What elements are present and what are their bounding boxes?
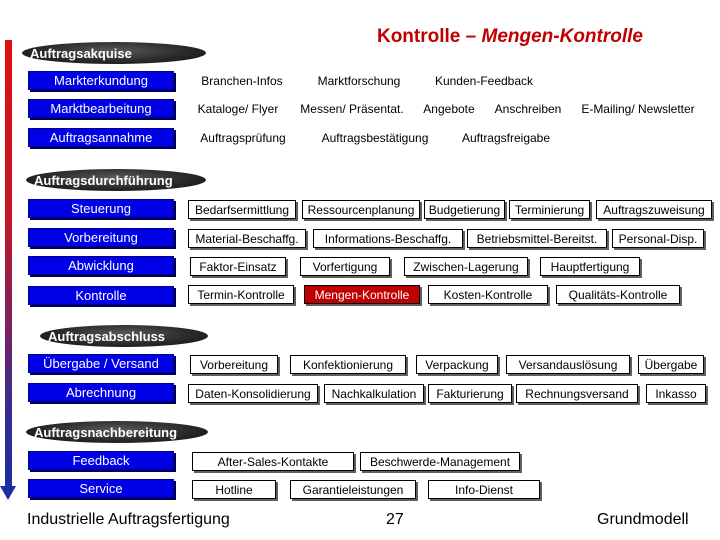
task-rechnungsversand: Rechnungsversand — [516, 384, 638, 403]
task-after-sales-kontakte: After-Sales-Kontakte — [192, 452, 354, 471]
phase-markterkundung: Markterkundung — [28, 71, 174, 90]
title-main: Kontrolle – — [376, 26, 482, 47]
task-budgetierung: Budgetierung — [424, 200, 505, 219]
task-branchen-infos: Branchen-Infos — [192, 71, 292, 90]
task-konfektionierung: Konfektionierung — [290, 355, 406, 374]
task-informations-beschaffung: Informations-Beschaffg. — [313, 229, 463, 248]
section-auftragsnachbereitung: Auftragsnachbereitung — [26, 421, 208, 443]
phase-steuerung: Steuerung — [28, 199, 174, 218]
task-faktor-einsatz: Faktor-Einsatz — [190, 257, 286, 276]
task-beschwerde-management: Beschwerde-Management — [360, 452, 520, 471]
task-mengen-kontrolle: Mengen-Kontrolle — [304, 285, 420, 304]
task-marktforschung: Marktforschung — [306, 71, 412, 90]
task-anschreiben: Anschreiben — [488, 99, 568, 118]
task-bedarfsermittlung: Bedarfsermittlung — [188, 200, 296, 219]
title-italic: Mengen-Kontrolle — [481, 26, 643, 47]
task-auftragsbestaetigung: Auftragsbestätigung — [310, 128, 440, 147]
task-auftragspruefung: Auftragsprüfung — [190, 128, 296, 147]
task-uebergabe: Übergabe — [638, 355, 704, 374]
section-auftragsdurchfuehrung: Auftragsdurchführung — [26, 169, 206, 191]
task-auftragsfreigabe: Auftragsfreigabe — [450, 128, 562, 147]
task-betriebsmittel-bereitstellung: Betriebsmittel-Bereitst. — [467, 229, 607, 248]
phase-abwicklung: Abwicklung — [28, 256, 174, 275]
task-kataloge-flyer: Kataloge/ Flyer — [190, 99, 286, 118]
task-versandausloesung: Versandauslösung — [506, 355, 630, 374]
task-angebote: Angebote — [416, 99, 482, 118]
task-vorfertigung: Vorfertigung — [300, 257, 390, 276]
section-auftragsakquise: Auftragsakquise — [22, 42, 206, 64]
footer-page-number: 27 — [386, 511, 404, 528]
phase-marktbearbeitung: Marktbearbeitung — [28, 99, 174, 118]
task-auftragszuweisung: Auftragszuweisung — [596, 200, 712, 219]
task-verpackung: Verpackung — [416, 355, 498, 374]
process-arrow-head-icon — [0, 486, 16, 500]
task-info-dienst: Info-Dienst — [428, 480, 540, 499]
footer-right: Grundmodell — [597, 511, 689, 528]
task-messen-praesentat: Messen/ Präsentat. — [294, 99, 410, 118]
phase-auftragsannahme: Auftragsannahme — [28, 128, 174, 147]
task-daten-konsolidierung: Daten-Konsolidierung — [188, 384, 318, 403]
task-e-mailing-newsletter: E-Mailing/ Newsletter — [574, 99, 702, 118]
phase-vorbereitung: Vorbereitung — [28, 228, 174, 247]
task-zwischen-lagerung: Zwischen-Lagerung — [404, 257, 528, 276]
phase-service: Service — [28, 479, 174, 498]
task-vorbereitung-versand: Vorbereitung — [190, 355, 278, 374]
section-auftragsabschluss: Auftragsabschluss — [40, 325, 208, 347]
task-ressourcenplanung: Ressourcenplanung — [302, 200, 420, 219]
task-termin-kontrolle: Termin-Kontrolle — [188, 285, 294, 304]
process-arrow-shaft-bottom — [5, 400, 12, 488]
task-kosten-kontrolle: Kosten-Kontrolle — [428, 285, 548, 304]
phase-abrechnung: Abrechnung — [28, 383, 174, 402]
page-title — [300, 26, 720, 48]
task-garantieleistungen: Garantieleistungen — [290, 480, 416, 499]
phase-uebergabe-versand: Übergabe / Versand — [28, 354, 174, 373]
footer-left: Industrielle Auftragsfertigung — [27, 511, 230, 528]
task-fakturierung: Fakturierung — [428, 384, 512, 403]
phase-feedback: Feedback — [28, 451, 174, 470]
task-terminierung: Terminierung — [509, 200, 590, 219]
task-personal-disposition: Personal-Disp. — [612, 229, 704, 248]
task-hauptfertigung: Hauptfertigung — [540, 257, 640, 276]
phase-kontrolle: Kontrolle — [28, 286, 174, 305]
task-inkasso: Inkasso — [646, 384, 706, 403]
task-material-beschaffung: Material-Beschaffg. — [188, 229, 306, 248]
task-kunden-feedback: Kunden-Feedback — [426, 71, 542, 90]
process-arrow-shaft-top — [5, 40, 12, 400]
task-hotline: Hotline — [192, 480, 276, 499]
task-qualitaets-kontrolle: Qualitäts-Kontrolle — [556, 285, 680, 304]
task-nachkalkulation: Nachkalkulation — [324, 384, 424, 403]
